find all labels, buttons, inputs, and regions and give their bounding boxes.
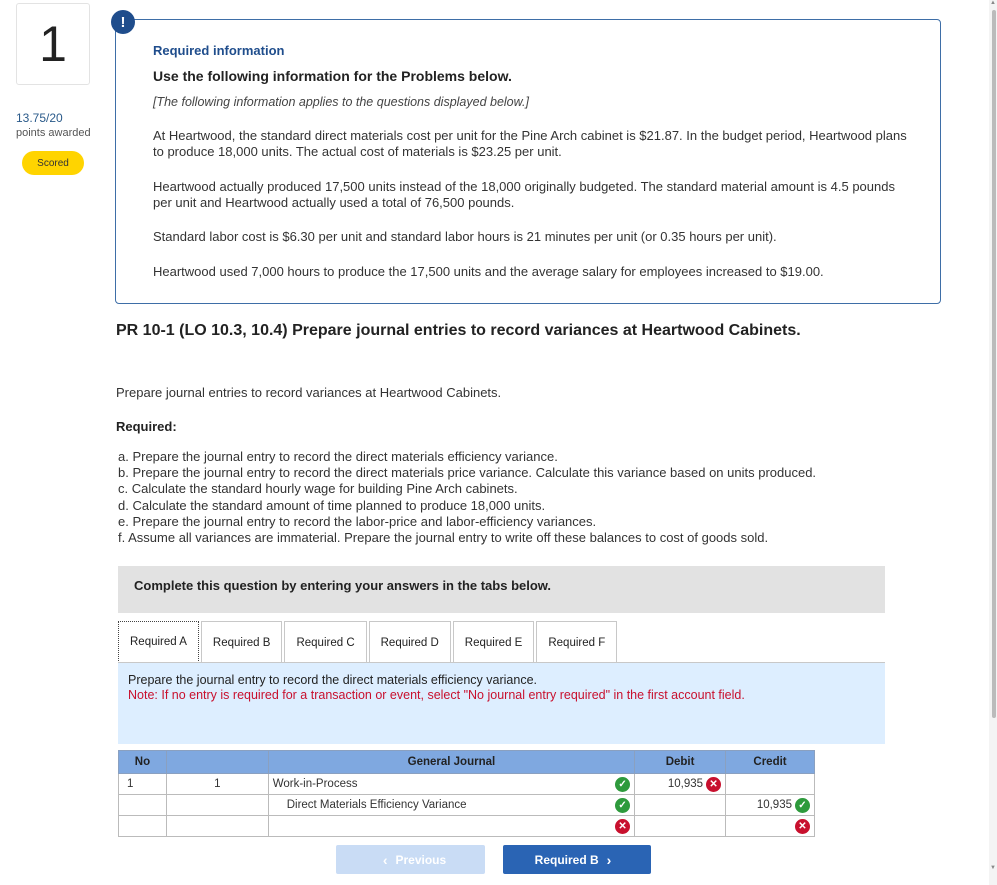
- account-field[interactable]: [268, 816, 634, 837]
- scored-badge: Scored: [22, 151, 84, 175]
- scroll-up-icon[interactable]: ▲: [990, 0, 996, 6]
- info-paragraph: At Heartwood, the standard direct materials cost per unit for the Pine Arch cabinet is $21.87. In the budget period, Heartwood plans to produce 18,000 units. The actual cost of materials is $23.25 per unit.: [153, 128, 907, 159]
- alert-icon: !: [111, 10, 135, 34]
- debit-field[interactable]: [635, 795, 726, 816]
- next-button[interactable]: [503, 845, 651, 874]
- check-icon: ✓: [795, 798, 810, 813]
- scrollbar-thumb[interactable]: [992, 10, 996, 718]
- previous-button[interactable]: [336, 845, 485, 874]
- account-value: Work-in-Process: [272, 778, 358, 790]
- requirement-item: d. Calculate the standard amount of time planned to produce 18,000 units.: [118, 497, 546, 513]
- chevron-right-icon: ›: [606, 851, 612, 868]
- scroll-down-icon[interactable]: ▼: [990, 865, 996, 871]
- table-row: [119, 816, 815, 837]
- account-value: Direct Materials Efficiency Variance: [286, 799, 467, 811]
- instruction-panel: [118, 663, 885, 744]
- requirement-item: e. Prepare the journal entry to record the labor-price and labor-efficiency variances.: [118, 513, 597, 529]
- required-info-box: [115, 19, 941, 304]
- info-paragraph: Heartwood actually produced 17,500 units instead of the 18,000 originally budgeted. The standard material amount is 4.5 pounds per unit and Heartwood actually used a total of 76,500 pounds.: [153, 179, 895, 210]
- header-debit: Debit: [635, 751, 726, 774]
- score-label: points awarded: [16, 127, 91, 139]
- check-icon: ✓: [615, 798, 630, 813]
- tab-required-c[interactable]: Required C: [284, 621, 366, 663]
- table-row: [119, 774, 815, 795]
- row-no: 1: [119, 774, 167, 795]
- complete-text: Complete this question by entering your answers in the tabs below.: [134, 578, 552, 593]
- required-tabs: [118, 621, 619, 663]
- next-label: Required B: [534, 852, 599, 867]
- row-entry: 1: [166, 774, 268, 795]
- header-entry: [166, 751, 268, 774]
- x-icon: ✕: [706, 777, 721, 792]
- tab-required-d[interactable]: Required D: [369, 621, 451, 663]
- problem-intro: Prepare journal entries to record variances at Heartwood Cabinets.: [116, 385, 502, 400]
- row-no: [119, 795, 167, 816]
- debit-field[interactable]: [635, 774, 726, 795]
- debit-value: 10,935: [667, 778, 704, 790]
- instruction-text: Prepare the journal entry to record the direct materials efficiency variance.: [128, 673, 537, 687]
- tab-required-a[interactable]: Required A: [118, 621, 199, 663]
- info-italic-note: [The following information applies to the questions displayed below.]: [153, 95, 529, 109]
- account-field[interactable]: [268, 774, 634, 795]
- header-general-journal: General Journal: [268, 751, 634, 774]
- x-icon: ✕: [615, 819, 630, 834]
- requirement-item: f. Assume all variances are immaterial. Prepare the journal entry to write off these balances to cost of goods sold.: [118, 530, 769, 546]
- info-title: Required information: [153, 43, 285, 58]
- requirement-item: b. Prepare the journal entry to record the direct materials price variance. Calculate this variance based on units produced.: [118, 465, 817, 481]
- requirements-list: [118, 449, 816, 546]
- debit-field[interactable]: [635, 816, 726, 837]
- complete-instructions-bar: [118, 566, 885, 613]
- check-icon: ✓: [615, 777, 630, 792]
- account-field[interactable]: [268, 795, 634, 816]
- journal-header-row: [119, 751, 815, 774]
- info-paragraph: Standard labor cost is $6.30 per unit and standard labor hours is 21 minutes per unit (or 0.35 hours per unit).: [153, 229, 777, 244]
- instruction-note: Note: If no entry is required for a transaction or event, select "No journal entry required" in the first account field.: [128, 688, 745, 702]
- header-no: No: [119, 751, 167, 774]
- credit-field[interactable]: [726, 816, 815, 837]
- x-icon: ✕: [795, 819, 810, 834]
- credit-field[interactable]: [726, 774, 815, 795]
- score-value: 13.75/20: [16, 111, 63, 125]
- tab-required-b[interactable]: Required B: [201, 621, 283, 663]
- question-number: 1: [16, 3, 90, 85]
- required-label: Required:: [116, 419, 177, 434]
- requirement-item: c. Calculate the standard hourly wage for building Pine Arch cabinets.: [118, 481, 518, 497]
- tab-required-e[interactable]: Required E: [453, 621, 535, 663]
- previous-label: Previous: [395, 852, 447, 867]
- requirement-item: a. Prepare the journal entry to record the direct materials efficiency variance.: [118, 449, 558, 464]
- table-row: [119, 795, 815, 816]
- credit-field[interactable]: [726, 795, 815, 816]
- credit-value: 10,935: [756, 799, 792, 811]
- header-credit: Credit: [726, 751, 815, 774]
- journal-table: [118, 750, 815, 837]
- tab-required-f[interactable]: Required F: [536, 621, 617, 663]
- row-entry: [166, 816, 268, 837]
- row-entry: [166, 795, 268, 816]
- info-paragraph: Heartwood used 7,000 hours to produce the 17,500 units and the average salary for employees increased to $19.00.: [153, 264, 824, 279]
- info-subtitle: Use the following information for the Problems below.: [153, 68, 512, 84]
- row-no: [119, 816, 167, 837]
- chevron-left-icon: ‹: [382, 851, 388, 868]
- problem-title: PR 10-1 (LO 10.3, 10.4) Prepare journal entries to record variances at Heartwood Cabinets.: [116, 322, 801, 339]
